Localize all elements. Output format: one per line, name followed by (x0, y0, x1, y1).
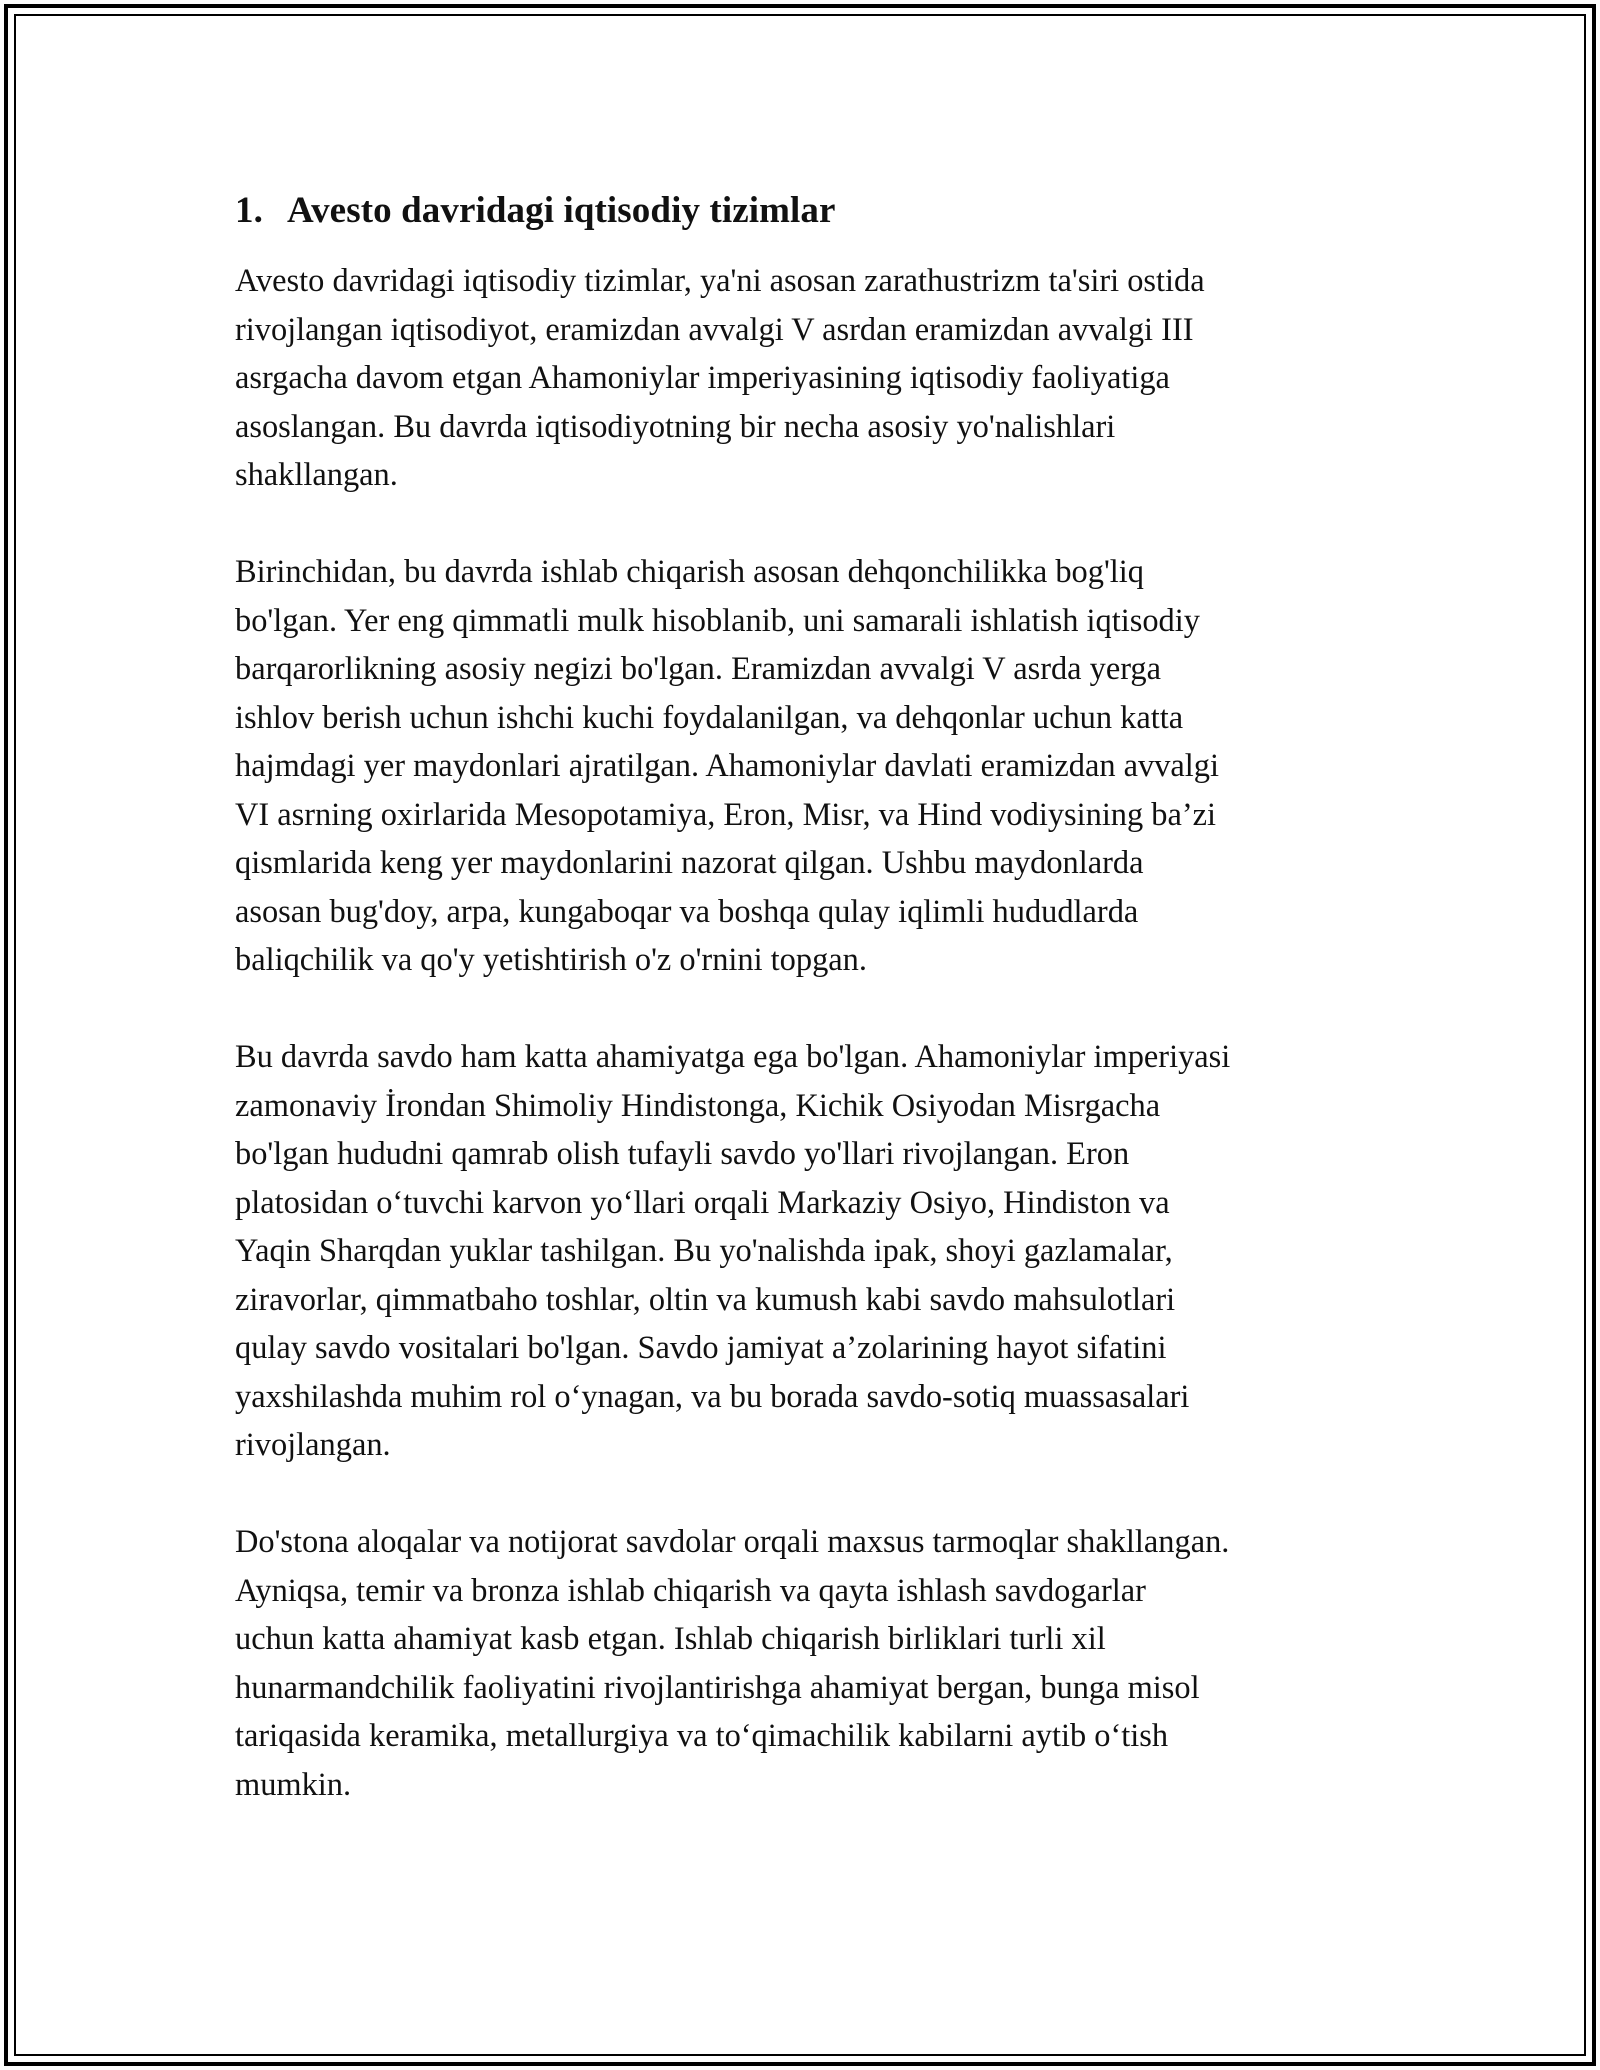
paragraph-line: Ayniqsa, temir va bronza ishlab chiqarish va qayta ishlash savdogarlar (235, 1572, 1146, 1609)
paragraph-line: bo'lgan. Yer eng qimmatli mulk hisoblanib, uni samarali ishlatish iqtisodiy (235, 602, 1200, 639)
paragraph (235, 1033, 1385, 1470)
paragraph-line: uchun katta ahamiyat kasb etgan. Ishlab chiqarish birliklari turli xil (235, 1621, 1106, 1657)
paragraph-line: asoslangan. Bu davrda iqtisodiyotning bir necha asosiy yo'nalishlari (235, 408, 1116, 445)
paragraph-line: Bu davrda savdo ham katta ahamiyatga ega bo'lgan. Ahamoniylar imperiyasi (235, 1039, 1231, 1075)
section-title: Avesto davridagi iqtisodiy tizimlar (287, 190, 836, 231)
paragraph-line: yaxshilashda muhim rol o‘ynagan, va bu borada savdo-sotiq muassasalari (235, 1378, 1190, 1415)
paragraph-line: ishlov berish uchun ishchi kuchi foydalanilgan, va dehqonlar uchun katta (235, 699, 1184, 736)
paragraph-line: platosidan o‘tuvchi karvon yo‘llari orqali Markaziy Osiyo, Hindiston va (235, 1184, 1170, 1221)
paragraph-line: shakllangan. (235, 457, 398, 493)
paragraph-line: barqarorlikning asosiy negizi bo'lgan. Eramizdan avvalgi V asrda yerga (235, 651, 1161, 687)
paragraph (235, 1518, 1385, 1809)
paragraph-line: ziravorlar, qimmatbaho toshlar, oltin va kumush kabi savdo mahsulotlari (235, 1281, 1176, 1318)
paragraph-line: mumkin. (235, 1766, 352, 1803)
paragraph-line: bo'lgan hududni qamrab olish tufayli savdo yo'llari rivojlangan. Eron (235, 1136, 1130, 1172)
paragraph-line: zamonaviy İrondan Shimoliy Hindistonga, Kichik Osiyodan Misrgacha (235, 1087, 1161, 1124)
paragraph-line: hajmdagi yer maydonlari ajratilgan. Ahamoniylar davlati eramizdan avvalgi (235, 748, 1219, 784)
section-heading (235, 187, 1385, 235)
paragraph (235, 548, 1385, 985)
paragraph-line: rivojlangan. (235, 1427, 391, 1463)
section-number: 1. (235, 190, 263, 231)
paragraph-line: baliqchilik va qo'y yetishtirish o'z o'rnini topgan. (235, 942, 867, 978)
paragraph-line: Yaqin Sharqdan yuklar tashilgan. Bu yo'nalishda ipak, shoyi gazlamalar, (235, 1233, 1173, 1269)
paragraph-line: rivojlangan iqtisodiyot, eramizdan avvalgi V asrdan eramizdan avvalgi III (235, 311, 1194, 348)
paragraph-line: Avesto davridagi iqtisodiy tizimlar, ya'ni asosan zarathustrizm ta'siri ostida (235, 263, 1205, 299)
paragraph-line: Do'stona aloqalar va notijorat savdolar orqali maxsus tarmoqlar shakllangan. (235, 1524, 1230, 1560)
paragraph (235, 257, 1385, 500)
paragraph-line: Birinchidan, bu davrda ishlab chiqarish asosan dehqonchilikka bog'liq (235, 554, 1144, 590)
paragraph-line: tariqasida keramika, metallurgiya va to‘qimachilik kabilarni aytib o‘tish (235, 1718, 1169, 1754)
paragraph-list (235, 257, 1385, 1809)
paragraph-line: VI asrning oxirlarida Mesopotamiya, Eron, Misr, va Hind vodiysining ba’zi (235, 796, 1217, 833)
paragraph-line: qismlarida keng yer maydonlarini nazorat qilgan. Ushbu maydonlarda (235, 845, 1144, 881)
paragraph-line: asrgacha davom etgan Ahamoniylar imperiyasining iqtisodiy faoliyatiga (235, 360, 1170, 396)
document-body (235, 187, 1385, 1858)
paragraph-line: hunarmandchilik faoliyatini rivojlantirishga ahamiyat bergan, bunga misol (235, 1669, 1200, 1706)
paragraph-line: asosan bug'doy, arpa, kungaboqar va boshqa qulay iqlimli hududlarda (235, 893, 1139, 930)
paragraph-line: qulay savdo vositalari bo'lgan. Savdo jamiyat a’zolarining hayot sifatini (235, 1330, 1167, 1366)
